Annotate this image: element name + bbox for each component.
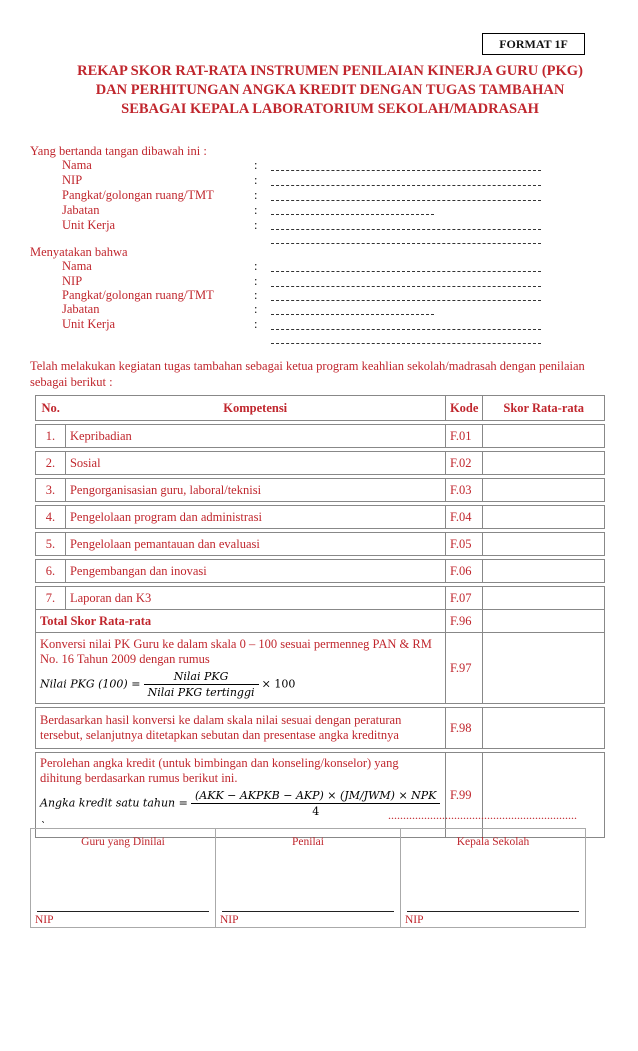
table-row xyxy=(36,506,605,529)
score-cell[interactable] xyxy=(483,506,605,529)
fill-line[interactable] xyxy=(271,343,541,344)
row-kompetensi: Laporan dan K3 xyxy=(65,587,445,610)
signature-line xyxy=(222,911,394,912)
konversi-numerator: Nilai PKG xyxy=(144,669,259,685)
header-kompetensi: Kompetensi xyxy=(65,396,445,421)
konversi-formula-right: × 100 xyxy=(261,676,296,690)
score-cell[interactable] xyxy=(483,587,605,610)
signature-role: Kepala Sekolah xyxy=(456,836,530,848)
total-row xyxy=(36,610,605,633)
date-place-line[interactable]: ............................................................... xyxy=(388,808,577,822)
title-line-1: REKAP SKOR RAT-RATA INSTRUMEN PENILAIAN KINERJA GURU (PKG) xyxy=(77,63,583,79)
row-kompetensi: Pengelolaan program dan administrasi xyxy=(65,506,445,529)
fill-line[interactable] xyxy=(271,286,541,287)
colon: : xyxy=(254,317,258,331)
statement-intro: Menyatakan bahwa xyxy=(30,245,128,259)
score-cell[interactable] xyxy=(483,425,605,448)
table-row xyxy=(36,479,605,502)
signature-nip: NIP xyxy=(405,914,424,926)
row-kode: F.01 xyxy=(445,425,482,448)
row-kompetensi: Kepribadian xyxy=(65,425,445,448)
hasil-row xyxy=(36,708,605,749)
score-cell[interactable] xyxy=(483,452,605,475)
total-score-cell[interactable] xyxy=(483,610,605,633)
fill-line[interactable] xyxy=(271,329,541,330)
subject-field-pangkat: Pangkat/golongan ruang/TMT xyxy=(62,288,214,302)
konversi-denominator: Nilai PKG tertinggi xyxy=(147,685,255,699)
row-no: 2. xyxy=(36,452,66,475)
row-kode: F.02 xyxy=(445,452,482,475)
row-kode: F.05 xyxy=(445,533,482,556)
row-kompetensi: Sosial xyxy=(65,452,445,475)
perolehan-text: Perolehan angka kredit (untuk bimbingan dan konseling/konselor) yang dihitung berdasarkan rumus berikut ini. xyxy=(40,756,399,785)
hasil-score-cell[interactable] xyxy=(483,708,605,749)
table-row xyxy=(36,533,605,556)
perolehan-formula-left: Angka kredit satu tahun = xyxy=(40,796,188,810)
colon: : xyxy=(254,259,258,273)
row-kode: F.03 xyxy=(445,479,482,502)
row-kode: F.07 xyxy=(445,587,482,610)
hasil-text: Berdasarkan hasil konversi ke dalam skala nilai sesuai dengan peraturan tersebut, selanjutnya ditetapkan sebutan dan presentase angka kreditnya xyxy=(40,713,402,742)
signature-role: Penilai xyxy=(292,836,324,848)
konversi-formula-left: Nilai PKG (100) = xyxy=(40,676,141,690)
header-skor: Skor Rata-rata xyxy=(483,396,605,421)
subject-field-unit-kerja: Unit Kerja xyxy=(62,317,116,331)
perolehan-formula-tail: ` xyxy=(40,820,46,833)
table-row xyxy=(36,560,605,583)
konversi-kode: F.97 xyxy=(445,633,482,704)
fill-line[interactable] xyxy=(271,314,434,315)
total-kode: F.96 xyxy=(445,610,482,633)
document-title xyxy=(40,62,620,119)
table-row xyxy=(36,425,605,448)
signature-role: Guru yang Dinilai xyxy=(81,836,165,848)
signature-line xyxy=(407,911,579,912)
konversi-text: Konversi nilai PK Guru ke dalam skala 0 – 100 sesuai permenneg PAN & RM No. 16 Tahun 2009 dengan rumus xyxy=(40,636,432,666)
hasil-kode: F.98 xyxy=(445,708,482,749)
signer-field-jabatan: Jabatan xyxy=(62,203,100,217)
subject-field-nip: NIP xyxy=(62,274,83,288)
signature-table xyxy=(30,828,586,928)
konversi-score-cell[interactable] xyxy=(483,633,605,704)
fill-line[interactable] xyxy=(271,271,541,272)
colon: : xyxy=(254,288,258,302)
perolehan-score-cell[interactable] xyxy=(483,753,605,838)
perolehan-row xyxy=(36,753,605,838)
signer-field-nip: NIP xyxy=(62,173,83,187)
header-kode: Kode xyxy=(445,396,482,421)
table-header-row xyxy=(36,396,605,421)
perolehan-numerator: (AKK − AKPKB − AKP) × (JM/JWM) × NPK xyxy=(191,788,440,804)
row-kode: F.04 xyxy=(445,506,482,529)
subject-field-jabatan: Jabatan xyxy=(62,302,100,316)
signature-line xyxy=(37,911,209,912)
score-cell[interactable] xyxy=(483,560,605,583)
competency-table xyxy=(35,395,605,838)
signer-field-nama: Nama xyxy=(62,158,92,172)
fill-line[interactable] xyxy=(271,300,541,301)
colon: : xyxy=(254,274,258,288)
colon: : xyxy=(254,302,258,316)
activity-text: Telah melakukan kegiatan tugas tambahan sebagai ketua program keahlian sekolah/madrasah dengan penilaian sebagai berikut : xyxy=(30,359,585,389)
row-kode: F.06 xyxy=(445,560,482,583)
row-kompetensi: Pengorganisasian guru, laboral/teknisi xyxy=(65,479,445,502)
colon: : xyxy=(254,203,258,217)
signer-intro: Yang bertanda tangan dibawah ini : xyxy=(30,144,207,158)
title-line-2: DAN PERHITUNGAN ANGKA KREDIT DENGAN TUGAS TAMBAHAN xyxy=(95,82,565,98)
signer-field-unit-kerja: Unit Kerja xyxy=(62,218,116,232)
signer-field-pangkat: Pangkat/golongan ruang/TMT xyxy=(62,188,214,202)
row-no: 1. xyxy=(36,425,66,448)
row-no: 5. xyxy=(36,533,66,556)
fill-line[interactable] xyxy=(271,200,541,201)
row-kompetensi: Pengembangan dan inovasi xyxy=(65,560,445,583)
row-no: 6. xyxy=(36,560,66,583)
konversi-fraction xyxy=(144,669,259,700)
format-label: FORMAT 1F xyxy=(482,33,585,55)
header-no: No. xyxy=(36,396,66,421)
signature-box-penilai[interactable] xyxy=(216,829,401,928)
konversi-row xyxy=(36,633,605,704)
title-line-3: SEBAGAI KEPALA LABORATORIUM SEKOLAH/MADRASAH xyxy=(121,101,539,117)
score-cell[interactable] xyxy=(483,533,605,556)
colon: : xyxy=(254,173,258,187)
row-no: 3. xyxy=(36,479,66,502)
fill-line[interactable] xyxy=(271,170,541,171)
signature-nip: NIP xyxy=(35,914,54,926)
colon: : xyxy=(254,158,258,172)
fill-line[interactable] xyxy=(271,214,434,215)
colon: : xyxy=(254,188,258,202)
fill-line[interactable] xyxy=(271,229,541,230)
konversi-formula xyxy=(40,669,441,700)
row-no: 4. xyxy=(36,506,66,529)
table-row xyxy=(36,587,605,610)
total-label: Total Skor Rata-rata xyxy=(36,610,446,633)
row-no: 7. xyxy=(36,587,66,610)
perolehan-denominator: 4 xyxy=(312,805,320,818)
colon: : xyxy=(254,218,258,232)
score-cell[interactable] xyxy=(483,479,605,502)
perolehan-kode: F.99 xyxy=(445,753,482,838)
row-kompetensi: Pengelolaan pemantauan dan evaluasi xyxy=(65,533,445,556)
subject-field-nama: Nama xyxy=(62,259,92,273)
signature-nip: NIP xyxy=(220,914,239,926)
table-row xyxy=(36,452,605,475)
fill-line[interactable] xyxy=(271,185,541,186)
signature-box-guru[interactable] xyxy=(31,829,216,928)
signature-box-kepala[interactable] xyxy=(401,829,586,928)
fill-line[interactable] xyxy=(271,243,541,244)
